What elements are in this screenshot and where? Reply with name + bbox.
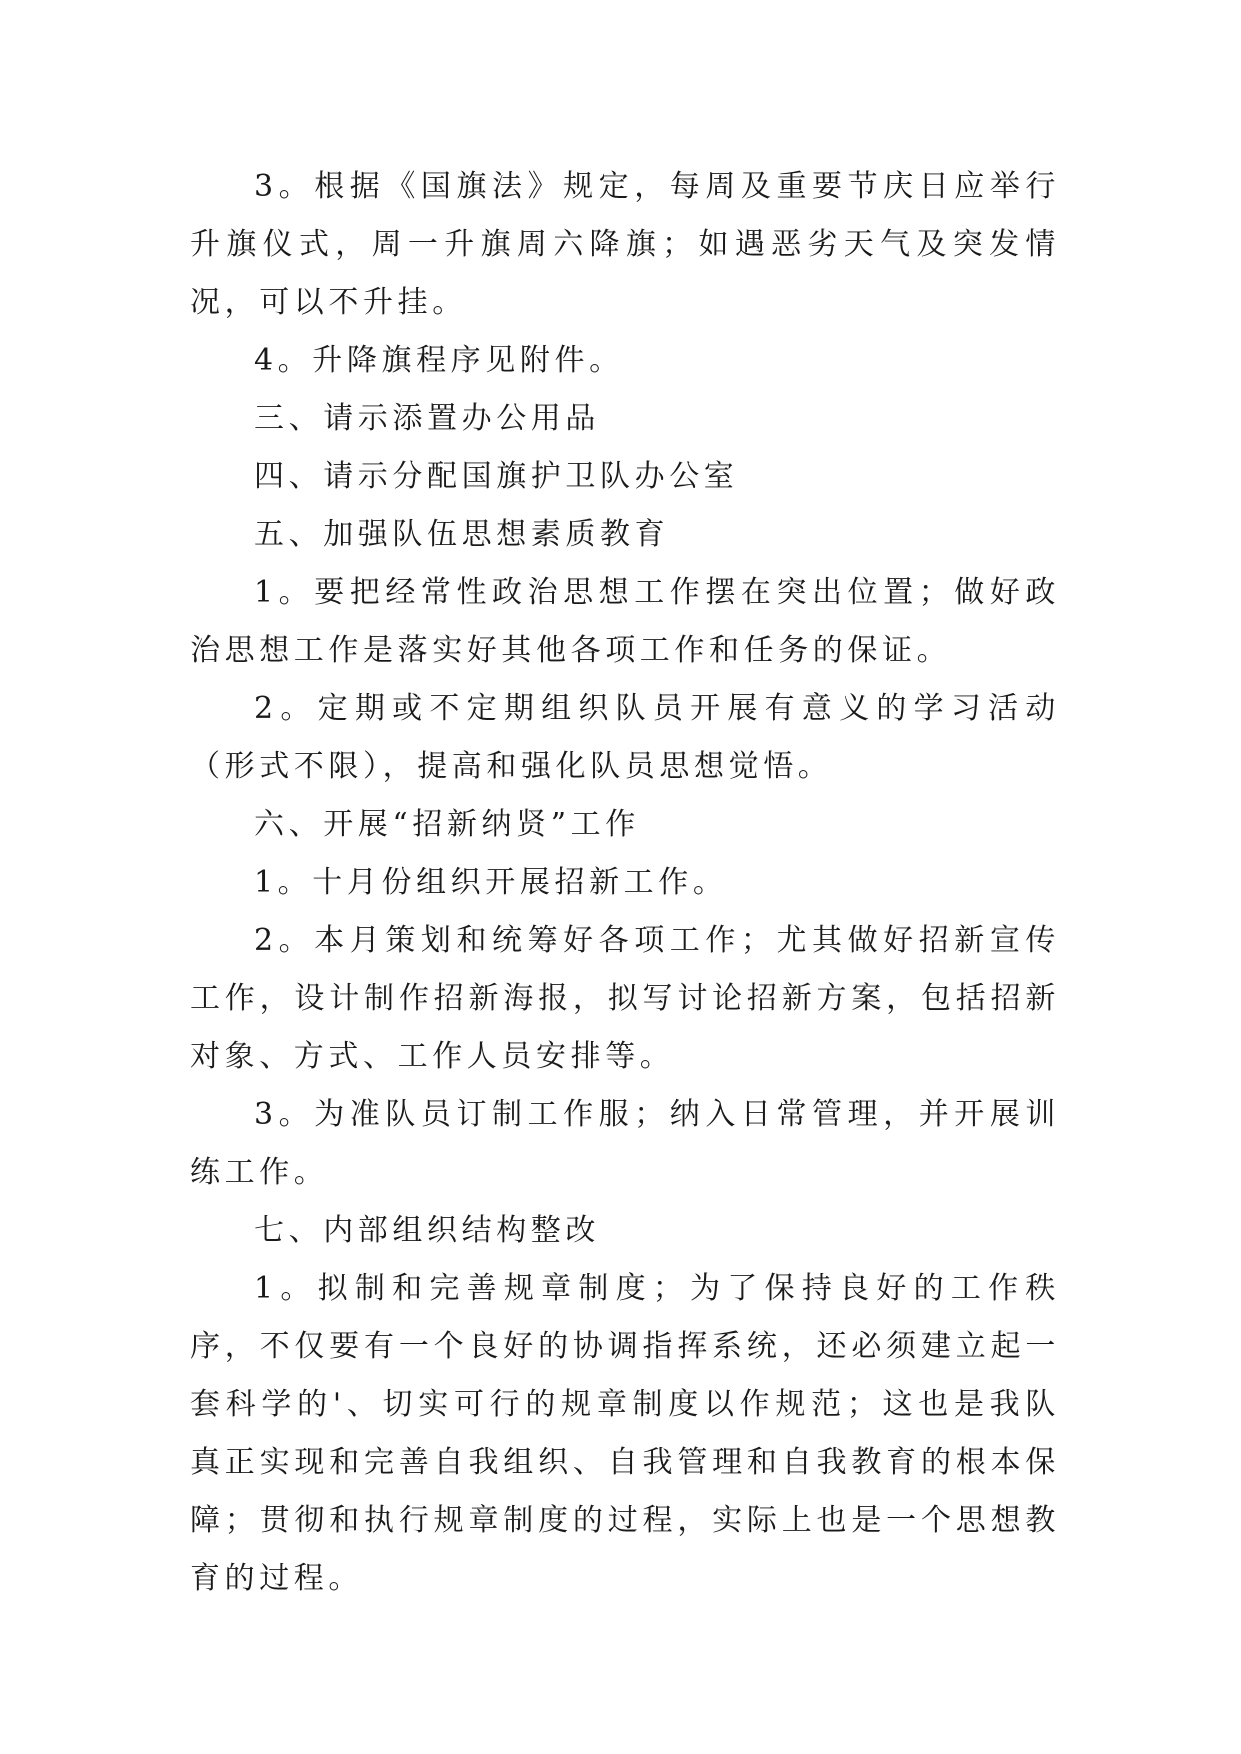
paragraph-rules-system: 1。拟制和完善规章制度；为了保持良好的工作秩序，不仅要有一个良好的协调指挥系统，还必须建立起一套科学的'、切实可行的规章制度以作规范；这也是我队真正实现和完善自我组织、自我管理和自我教育的根本保障；贯彻和执行规章制度的过程，实际上也是一个思想教育的过程。: [190, 1271, 1060, 1596]
paragraph-recruitment-planning: 2。本月策划和统筹好各项工作；尤其做好招新宣传工作，设计制作招新海报，拟写讨论招新方案，包括招新对象、方式、工作人员安排等。: [190, 923, 1060, 1074]
paragraph-recruitment-october: 1。十月份组织开展招新工作。: [254, 865, 728, 900]
paragraph-flag-ceremony-rule: 3。根据《国旗法》规定，每周及重要节庆日应举行升旗仪式，周一升旗周六降旗；如遇恶劣天气及突发情况，可以不升挂。: [190, 169, 1060, 320]
heading-ideological-education: 五、加强队伍思想素质教育: [254, 517, 670, 552]
paragraph-study-activities: 2。定期或不定期组织队员开展有意义的学习活动（形式不限），提高和强化队员思想觉悟。: [190, 691, 1060, 784]
heading-recruitment: 六、开展“招新纳贤”工作: [254, 807, 640, 842]
heading-office-allocation: 四、请示分配国旗护卫队办公室: [254, 459, 739, 494]
heading-office-supplies: 三、请示添置办公用品: [254, 401, 600, 436]
heading-structure-reform: 七、内部组织结构整改: [254, 1213, 600, 1248]
document-body: [190, 158, 1060, 1608]
paragraph-political-work: 1。要把经常性政治思想工作摆在突出位置；做好政治思想工作是落实好其他各项工作和任务的保证。: [190, 575, 1060, 668]
paragraph-uniforms: 3。为准队员订制工作服；纳入日常管理，并开展训练工作。: [190, 1097, 1060, 1190]
paragraph-flag-procedure: 4。升降旗程序见附件。: [254, 343, 624, 378]
